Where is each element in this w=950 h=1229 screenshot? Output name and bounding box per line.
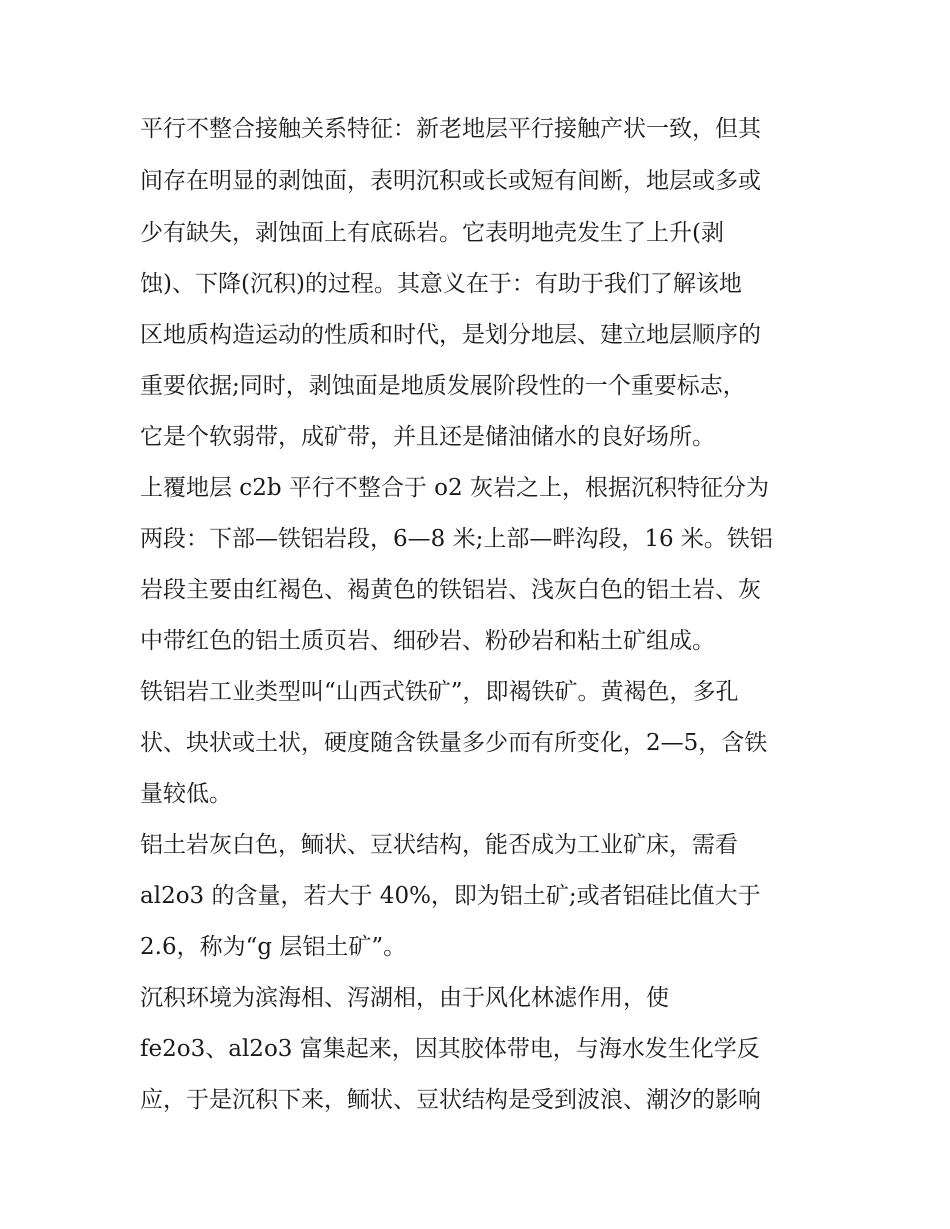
text-line: 重要依据;同时，剥蚀面是地质发展阶段性的一个重要标志，: [140, 373, 746, 399]
text-line: 蚀)、下降(沉积)的过程。其意义在于：有助于我们了解该地: [140, 271, 742, 297]
text-line: 它是个软弱带，成矿带，并且还是储油储水的良好场所。: [140, 424, 715, 450]
text-line: 中带红色的铝土质页岩、细砂岩、粉砂岩和粘土矿组成。: [140, 628, 715, 654]
text-line: 间存在明显的剥蚀面，表明沉积或长或短有间断，地层或多或: [140, 168, 761, 194]
text-line: 状、块状或土状，硬度随含铁量多少而有所变化，2—5，含铁: [140, 730, 768, 756]
text-line: 少有缺失，剥蚀面上有底砾岩。它表明地壳发生了上升(剥: [140, 220, 724, 246]
text-line: 铝土岩灰白色，鲕状、豆状结构，能否成为工业矿床，需看: [140, 832, 738, 858]
text-line: 沉积环境为滨海相、泻湖相，由于风化林滤作用，使: [140, 985, 669, 1011]
text-line: fe2o3、al2o3 富集起来，因其胶体带电，与海水发生化学反: [140, 1036, 760, 1062]
text-line: 岩段主要由红褐色、褐黄色的铁铝岩、浅灰白色的铝土岩、灰: [140, 577, 761, 603]
text-line: 平行不整合接触关系特征：新老地层平行接触产状一致，但其: [140, 116, 761, 142]
text-line: 区地质构造运动的性质和时代，是划分地层、建立地层顺序的: [140, 322, 761, 348]
text-line: 2.6，称为“g 层铝土矿”。: [140, 934, 407, 960]
text-line: 应，于是沉积下来，鲕状、豆状结构是受到波浪、潮汐的影响: [140, 1087, 761, 1113]
text-line: 量较低。: [140, 781, 232, 807]
text-line: 上覆地层 c2b 平行不整合于 o2 灰岩之上，根据沉积特征分为: [140, 475, 769, 501]
text-line: al2o3 的含量，若大于 40%，即为铝土矿;或者铝硅比值大于: [140, 883, 761, 909]
text-line: 两段：下部—铁铝岩段，6—8 米;上部—畔沟段，16 米。铁铝: [140, 526, 773, 552]
text-line: 铁铝岩工业类型叫“山西式铁矿”，即褐铁矿。黄褐色，多孔: [140, 679, 739, 705]
